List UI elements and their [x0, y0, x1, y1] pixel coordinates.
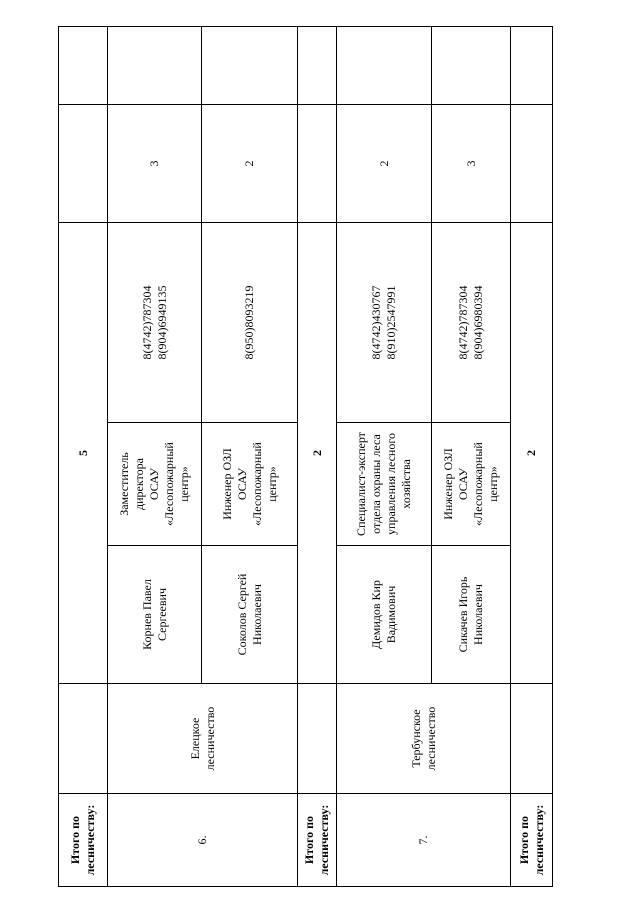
person-phone: 8(950)8093219 — [202, 222, 298, 422]
person-count: 2 — [337, 104, 432, 222]
person-name: Соколов Сергей Николаевич — [202, 546, 298, 684]
total-label: Итого по лесничеству: — [59, 794, 108, 887]
empty-cell — [511, 26, 553, 104]
person-count: 3 — [432, 104, 511, 222]
empty-cell — [59, 684, 108, 794]
forestry-name: Тербунское лесничество — [337, 684, 511, 794]
empty-cell — [511, 104, 553, 222]
empty-cell — [59, 26, 108, 104]
total-row-3 — [511, 26, 553, 886]
person-position: Заместитель директора ОСАУ «Лесопожарный центр» — [108, 423, 202, 546]
forestry-contacts-table — [58, 26, 553, 887]
empty-cell — [432, 26, 511, 104]
empty-cell — [511, 684, 553, 794]
person-position: Специалист-эксперт отдела охраны леса управления лесного хозяйства — [337, 423, 432, 546]
total-label: Итого по лесничеству: — [298, 794, 337, 887]
empty-cell — [108, 26, 202, 104]
empty-cell — [202, 26, 298, 104]
empty-cell — [59, 104, 108, 222]
person-name: Корнев Павел Сергеевич — [108, 546, 202, 684]
person-phone: 8(4742)430767 8(910)2547991 — [337, 222, 432, 422]
person-position: Инженер ОЗЛ ОСАУ «Лесопожарный центр» — [432, 423, 511, 546]
empty-cell — [298, 26, 337, 104]
person-count: 3 — [108, 104, 202, 222]
forestry-name: Елецкое лесничество — [108, 684, 298, 794]
total-count: 2 — [298, 222, 337, 683]
empty-cell — [298, 684, 337, 794]
empty-cell — [298, 104, 337, 222]
table-row-7a — [337, 26, 432, 886]
person-name: Сикачев Игорь Николаевич — [432, 546, 511, 684]
person-phone: 8(4742)787304 8(904)6949135 — [108, 222, 202, 422]
total-row-2 — [298, 26, 337, 886]
table-row-6a — [108, 26, 202, 886]
rotated-table-container — [58, 27, 552, 887]
row-number: 7. — [337, 794, 511, 887]
person-position: Инженер ОЗЛ ОСАУ «Лесопожарный центр» — [202, 423, 298, 546]
total-row-1 — [59, 26, 108, 886]
row-number: 6. — [108, 794, 298, 887]
person-phone: 8(4742)787304 8(904)6980394 — [432, 222, 511, 422]
person-name: Демидов Кир Вадимович — [337, 546, 432, 684]
total-label: Итого по лесничеству: — [511, 794, 553, 887]
total-count: 2 — [511, 222, 553, 683]
total-count: 5 — [59, 222, 108, 683]
empty-cell — [337, 26, 432, 104]
person-count: 2 — [202, 104, 298, 222]
